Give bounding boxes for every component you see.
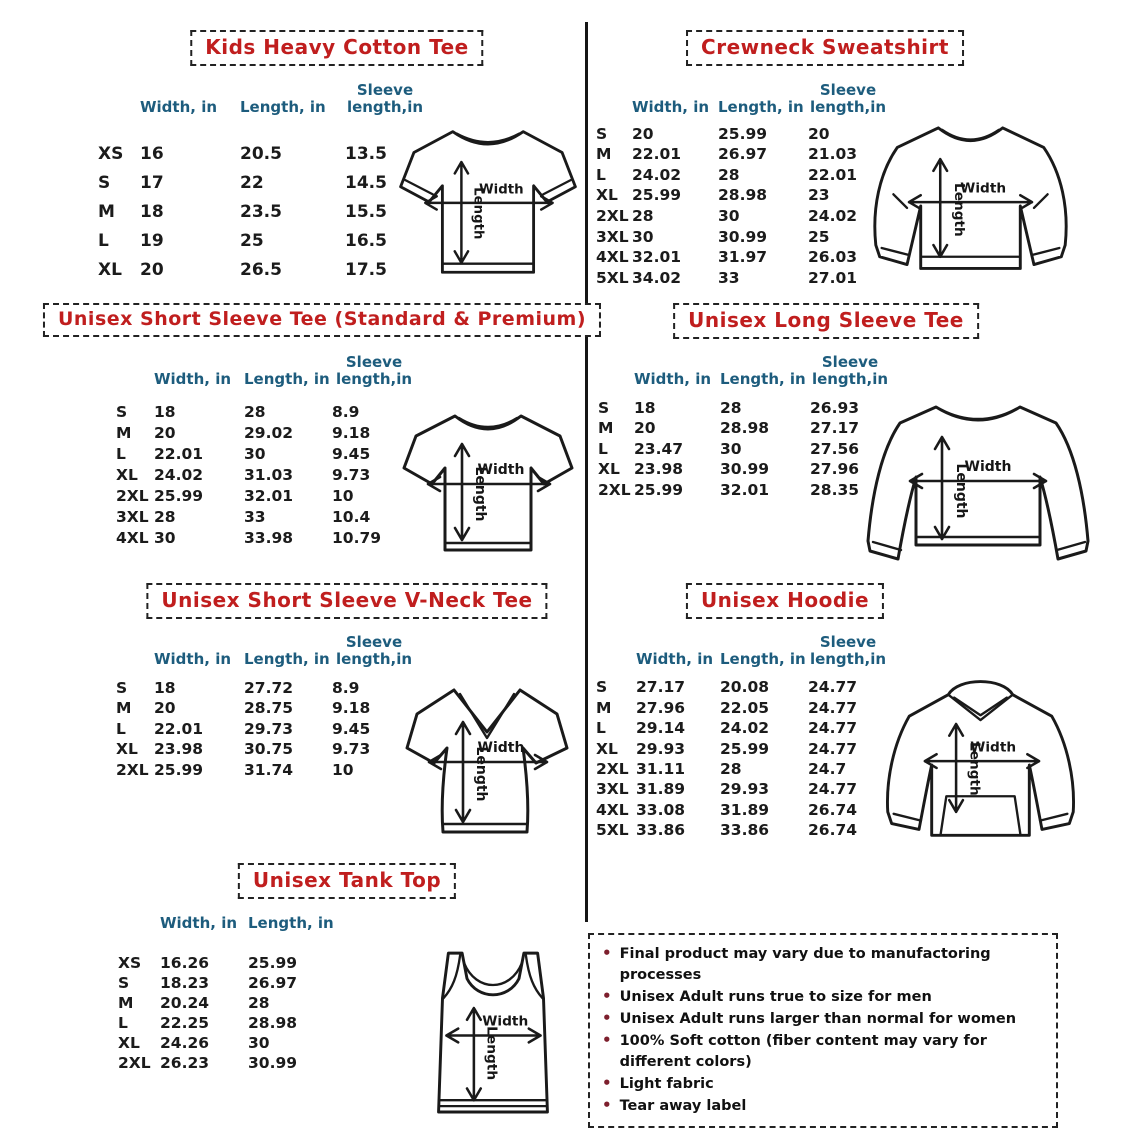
size-table-crewneck-sweatshirt bbox=[596, 80, 888, 289]
size-label: L bbox=[596, 719, 606, 738]
note-text: 100% Soft cotton (fiber content may vary for different colors) bbox=[619, 1033, 987, 1070]
size-row bbox=[596, 800, 888, 820]
size-label: S bbox=[116, 678, 128, 697]
table-header-row bbox=[596, 632, 888, 668]
column-header: Length, in bbox=[248, 914, 334, 933]
vneck-tee-illustration bbox=[401, 672, 573, 850]
size-value: 20 bbox=[634, 419, 656, 437]
size-row bbox=[596, 124, 888, 145]
size-value: 30 bbox=[244, 444, 266, 463]
note-text: Unisex Adult runs true to size for men bbox=[619, 989, 932, 1005]
size-label: 4XL bbox=[116, 528, 149, 547]
size-value: 18 bbox=[634, 398, 656, 417]
size-value: 18 bbox=[140, 202, 164, 222]
size-row bbox=[598, 480, 890, 501]
table-header-row bbox=[596, 80, 888, 116]
column-header: Length, in bbox=[240, 98, 326, 117]
width-label: Width bbox=[482, 1013, 529, 1030]
size-row bbox=[118, 1054, 348, 1074]
size-row bbox=[118, 974, 348, 994]
column-header: Width, in bbox=[154, 650, 232, 669]
size-value: 25.99 bbox=[154, 760, 204, 779]
size-row bbox=[98, 169, 425, 198]
length-label: Length bbox=[473, 746, 489, 802]
size-row bbox=[596, 145, 888, 166]
size-row bbox=[118, 1014, 348, 1034]
size-value: 29.02 bbox=[244, 423, 294, 442]
size-row bbox=[116, 423, 416, 444]
size-value: 25.99 bbox=[154, 486, 204, 505]
note-item bbox=[602, 1030, 1044, 1073]
size-value: 16 bbox=[140, 144, 164, 164]
size-value: 26.93 bbox=[810, 398, 860, 417]
size-table-unisex-hoodie bbox=[596, 632, 888, 841]
size-value: 32.01 bbox=[720, 480, 770, 499]
size-label: XL bbox=[98, 260, 122, 280]
size-label: S bbox=[596, 124, 608, 143]
size-row bbox=[98, 198, 425, 227]
column-header: Length, in bbox=[244, 650, 330, 669]
size-row bbox=[596, 698, 888, 718]
tank-top-illustration bbox=[417, 945, 569, 1127]
neckline bbox=[464, 963, 522, 985]
size-row bbox=[116, 740, 416, 761]
size-label: L bbox=[98, 231, 109, 251]
size-label: 3XL bbox=[596, 780, 629, 799]
size-value: 18 bbox=[154, 402, 176, 421]
size-value: 33 bbox=[718, 268, 740, 287]
size-label: XS bbox=[98, 144, 124, 164]
size-value: 23.5 bbox=[240, 202, 282, 222]
size-value: 30 bbox=[632, 227, 654, 246]
size-row bbox=[116, 528, 416, 549]
column-header: Length, in bbox=[720, 370, 806, 389]
size-value: 25.99 bbox=[634, 480, 684, 499]
size-value: 20.5 bbox=[240, 144, 282, 164]
section-title-crewneck-sweatshirt: Crewneck Sweatshirt bbox=[686, 30, 964, 66]
size-value: 33 bbox=[244, 507, 266, 526]
size-value: 23.98 bbox=[634, 460, 684, 478]
note-text: Unisex Adult runs larger than normal for women bbox=[619, 1011, 1017, 1027]
size-value: 20.24 bbox=[160, 994, 210, 1013]
column-header: Width, in bbox=[154, 370, 232, 389]
size-value: 27.56 bbox=[810, 439, 860, 458]
size-value: 30 bbox=[154, 528, 176, 547]
size-table-unisex-vneck-tee bbox=[116, 632, 416, 781]
size-value: 20 bbox=[140, 260, 164, 280]
sweatshirt-illustration bbox=[868, 108, 1073, 303]
size-value: 22 bbox=[240, 173, 264, 193]
size-row bbox=[116, 760, 416, 781]
long-sleeve-tee-illustration bbox=[860, 393, 1098, 575]
size-label: 2XL bbox=[598, 480, 631, 499]
size-label: M bbox=[118, 994, 134, 1013]
size-value: 20 bbox=[632, 124, 654, 143]
size-row bbox=[596, 165, 888, 186]
size-value: 29.93 bbox=[636, 739, 686, 758]
size-value: 18.23 bbox=[160, 974, 210, 993]
size-value: 28.75 bbox=[244, 699, 294, 717]
size-row bbox=[118, 1034, 348, 1054]
size-row bbox=[116, 486, 416, 507]
size-row bbox=[596, 760, 888, 780]
size-value: 31.03 bbox=[244, 465, 294, 484]
size-value: 25 bbox=[808, 227, 830, 246]
size-value: 9.18 bbox=[332, 699, 371, 717]
size-row bbox=[596, 227, 888, 248]
section-title-unisex-vneck-tee: Unisex Short Sleeve V-Neck Tee bbox=[146, 583, 547, 619]
size-label: XL bbox=[116, 740, 138, 758]
size-label: 4XL bbox=[596, 248, 629, 267]
table-header-row bbox=[598, 352, 890, 388]
size-value: 22.01 bbox=[808, 165, 858, 184]
size-value: 10.79 bbox=[332, 528, 382, 547]
width-label: Width bbox=[964, 459, 1012, 475]
size-row bbox=[116, 402, 416, 423]
size-value: 24.77 bbox=[808, 698, 858, 717]
size-value: 28 bbox=[720, 398, 742, 417]
size-value: 20 bbox=[154, 699, 176, 717]
size-value: 9.73 bbox=[332, 465, 371, 484]
size-value: 23.98 bbox=[154, 740, 204, 758]
width-label: Width bbox=[479, 182, 524, 198]
size-label: M bbox=[98, 202, 115, 222]
size-value: 33.86 bbox=[720, 821, 770, 840]
size-value: 27.17 bbox=[636, 678, 686, 697]
bullet-icon: • bbox=[602, 1009, 612, 1027]
column-header: Width, in bbox=[634, 370, 712, 389]
bullet-icon: • bbox=[602, 1074, 612, 1092]
note-text: Tear away label bbox=[619, 1098, 747, 1114]
size-value: 24.7 bbox=[808, 760, 847, 778]
size-value: 23.47 bbox=[634, 439, 684, 458]
size-value: 28.98 bbox=[720, 419, 770, 437]
size-row bbox=[98, 256, 425, 285]
size-value: 24.26 bbox=[160, 1034, 210, 1053]
note-item bbox=[602, 986, 1044, 1008]
size-value: 28.98 bbox=[718, 186, 768, 205]
size-row bbox=[596, 268, 888, 289]
length-label: Length bbox=[472, 466, 488, 522]
size-label: 2XL bbox=[596, 760, 629, 778]
size-label: M bbox=[116, 699, 132, 717]
size-label: 3XL bbox=[116, 507, 149, 526]
column-header: Width, in bbox=[140, 98, 218, 117]
size-value: 32.01 bbox=[244, 486, 294, 505]
size-value: 8.9 bbox=[332, 678, 360, 697]
size-value: 16.5 bbox=[345, 231, 387, 251]
size-label: S bbox=[116, 402, 128, 421]
column-header: Sleeve length,in bbox=[335, 633, 413, 669]
width-label: Width bbox=[477, 740, 525, 756]
size-value: 31.74 bbox=[244, 760, 294, 779]
size-value: 22.25 bbox=[160, 1014, 210, 1033]
size-value: 23 bbox=[808, 186, 830, 205]
size-value: 26.5 bbox=[240, 260, 282, 280]
size-row bbox=[596, 206, 888, 227]
size-label: L bbox=[598, 439, 608, 458]
size-value: 22.05 bbox=[720, 698, 770, 717]
size-value: 26.74 bbox=[808, 800, 858, 819]
size-value: 22.01 bbox=[632, 145, 682, 164]
size-value: 28 bbox=[632, 206, 654, 225]
size-label: 5XL bbox=[596, 821, 629, 840]
note-item bbox=[602, 1008, 1044, 1030]
section-title-unisex-short-sleeve-tee: Unisex Short Sleeve Tee (Standard & Premium) bbox=[43, 303, 601, 337]
column-header: Sleeve length,in bbox=[346, 81, 424, 117]
size-label: XL bbox=[116, 465, 138, 484]
size-value: 30 bbox=[720, 439, 742, 458]
hoodie-illustration bbox=[878, 665, 1083, 865]
size-row bbox=[596, 780, 888, 800]
size-table-kids-heavy-cotton-tee bbox=[98, 80, 425, 285]
size-value: 29.73 bbox=[244, 719, 294, 738]
size-value: 29.14 bbox=[636, 719, 686, 738]
size-row bbox=[118, 994, 348, 1014]
size-label: 5XL bbox=[596, 268, 629, 287]
size-value: 10 bbox=[332, 760, 354, 779]
product-notes-box bbox=[588, 933, 1058, 1128]
size-value: 26.97 bbox=[718, 145, 768, 164]
size-value: 10 bbox=[332, 486, 354, 505]
column-header: Sleeve length,in bbox=[809, 81, 887, 117]
size-value: 31.11 bbox=[636, 760, 686, 778]
size-label: L bbox=[116, 444, 126, 463]
size-value: 28.98 bbox=[248, 1014, 298, 1033]
size-value: 20.08 bbox=[720, 678, 770, 697]
size-label: 2XL bbox=[118, 1054, 151, 1073]
size-value: 27.72 bbox=[244, 678, 294, 697]
size-row bbox=[598, 419, 890, 440]
size-value: 26.23 bbox=[160, 1054, 210, 1073]
size-row bbox=[596, 821, 888, 841]
size-value: 28 bbox=[244, 402, 266, 421]
size-value: 33.08 bbox=[636, 800, 686, 819]
size-row bbox=[116, 507, 416, 528]
size-label: S bbox=[596, 678, 608, 697]
size-value: 31.89 bbox=[636, 780, 686, 799]
bullet-icon: • bbox=[602, 987, 612, 1005]
size-value: 27.01 bbox=[808, 268, 858, 287]
size-value: 27.96 bbox=[810, 460, 860, 478]
size-label: L bbox=[118, 1014, 128, 1033]
bullet-icon: • bbox=[602, 944, 612, 962]
table-header-row bbox=[118, 908, 348, 932]
size-value: 27.17 bbox=[810, 419, 860, 437]
size-value: 21.03 bbox=[808, 145, 858, 164]
size-row bbox=[116, 678, 416, 699]
size-value: 24.02 bbox=[720, 719, 770, 738]
column-header: Sleeve length,in bbox=[335, 353, 413, 389]
size-value: 22.01 bbox=[154, 444, 204, 463]
size-value: 30 bbox=[248, 1034, 270, 1053]
size-value: 8.9 bbox=[332, 402, 360, 421]
column-header: Length, in bbox=[244, 370, 330, 389]
section-title-kids-heavy-cotton-tee: Kids Heavy Cotton Tee bbox=[190, 30, 483, 66]
length-label: Length bbox=[966, 742, 983, 796]
size-value: 24.02 bbox=[154, 465, 204, 484]
size-label: M bbox=[596, 698, 612, 717]
size-label: XL bbox=[118, 1034, 140, 1053]
note-item bbox=[602, 943, 1044, 986]
table-header-row bbox=[116, 632, 416, 668]
size-value: 26.03 bbox=[808, 248, 858, 267]
sweatshirt-outline bbox=[875, 128, 1066, 269]
size-value: 31.89 bbox=[720, 800, 770, 819]
size-row bbox=[598, 460, 890, 481]
size-value: 25.99 bbox=[632, 186, 682, 205]
size-value: 24.02 bbox=[808, 206, 858, 225]
section-title-unisex-tank-top: Unisex Tank Top bbox=[238, 863, 456, 899]
size-value: 30.75 bbox=[244, 740, 294, 758]
size-value: 9.45 bbox=[332, 444, 371, 463]
size-label: 2XL bbox=[116, 486, 149, 505]
size-row bbox=[116, 699, 416, 720]
size-value: 30.99 bbox=[720, 460, 770, 478]
size-row bbox=[598, 439, 890, 460]
section-title-unisex-hoodie: Unisex Hoodie bbox=[686, 583, 884, 619]
note-text: Final product may vary due to manufactoring processes bbox=[619, 946, 991, 983]
column-header: Width, in bbox=[160, 914, 238, 933]
length-label: Length bbox=[470, 187, 486, 240]
bullet-icon: • bbox=[602, 1031, 612, 1049]
size-value: 31.97 bbox=[718, 248, 768, 267]
size-value: 18 bbox=[154, 678, 176, 697]
size-row bbox=[596, 186, 888, 207]
size-label: S bbox=[598, 398, 610, 417]
size-value: 16.26 bbox=[160, 954, 210, 973]
table-header-row bbox=[98, 80, 425, 116]
size-value: 24.02 bbox=[632, 165, 682, 184]
column-header: Sleeve length,in bbox=[809, 633, 887, 669]
size-value: 9.73 bbox=[332, 740, 371, 758]
tee-illustration bbox=[393, 110, 583, 292]
size-value: 33.86 bbox=[636, 821, 686, 840]
size-value: 19 bbox=[140, 231, 164, 251]
size-row bbox=[598, 398, 890, 419]
size-value: 17.5 bbox=[345, 260, 387, 280]
size-value: 26.74 bbox=[808, 821, 858, 840]
size-value: 25.99 bbox=[720, 739, 770, 758]
size-label: XL bbox=[596, 739, 618, 758]
size-row bbox=[596, 678, 888, 698]
width-label: Width bbox=[960, 180, 1007, 197]
size-label: L bbox=[596, 165, 606, 184]
size-label: M bbox=[596, 145, 612, 164]
size-value: 24.77 bbox=[808, 739, 858, 758]
size-value: 28.35 bbox=[810, 480, 860, 499]
size-value: 17 bbox=[140, 173, 164, 193]
size-value: 24.77 bbox=[808, 719, 858, 738]
note-text: Light fabric bbox=[619, 1076, 714, 1092]
column-header: Width, in bbox=[632, 98, 710, 117]
size-value: 15.5 bbox=[345, 202, 387, 222]
size-label: XL bbox=[598, 460, 620, 478]
size-label: M bbox=[598, 419, 614, 437]
size-row bbox=[98, 227, 425, 256]
size-row bbox=[596, 248, 888, 269]
column-header: Length, in bbox=[720, 650, 806, 669]
size-label: L bbox=[116, 719, 126, 738]
size-table-unisex-long-sleeve-tee bbox=[598, 352, 890, 501]
size-value: 28 bbox=[720, 760, 742, 778]
size-value: 26.97 bbox=[248, 974, 298, 993]
size-row bbox=[596, 719, 888, 739]
column-divider bbox=[585, 22, 588, 922]
size-row bbox=[116, 719, 416, 740]
size-value: 34.02 bbox=[632, 268, 682, 287]
size-value: 24.77 bbox=[808, 780, 858, 799]
size-value: 29.93 bbox=[720, 780, 770, 799]
size-value: 13.5 bbox=[345, 144, 387, 164]
size-value: 25.99 bbox=[248, 954, 298, 973]
section-title-unisex-long-sleeve-tee: Unisex Long Sleeve Tee bbox=[673, 303, 979, 339]
size-table-unisex-tank-top bbox=[118, 908, 348, 1074]
size-label: S bbox=[98, 173, 111, 193]
size-label: 4XL bbox=[596, 800, 629, 819]
size-value: 30 bbox=[718, 206, 740, 225]
size-value: 33.98 bbox=[244, 528, 294, 547]
size-value: 32.01 bbox=[632, 248, 682, 267]
size-value: 27.96 bbox=[636, 698, 686, 717]
length-label: Length bbox=[950, 183, 967, 237]
size-label: XS bbox=[118, 954, 142, 973]
width-label: Width bbox=[477, 462, 525, 478]
width-label: Width bbox=[970, 739, 1017, 756]
size-value: 10.4 bbox=[332, 507, 371, 526]
note-item bbox=[602, 1073, 1044, 1095]
table-header-row bbox=[116, 352, 416, 388]
column-header: Length, in bbox=[718, 98, 804, 117]
size-row bbox=[118, 954, 348, 974]
size-value: 24.77 bbox=[808, 678, 858, 697]
length-label: Length bbox=[953, 463, 969, 519]
size-value: 25 bbox=[240, 231, 264, 251]
size-label: S bbox=[118, 974, 130, 993]
size-label: 3XL bbox=[596, 227, 629, 246]
size-label: 2XL bbox=[116, 760, 149, 779]
size-value: 14.5 bbox=[345, 173, 387, 193]
size-row bbox=[116, 444, 416, 465]
size-value: 9.18 bbox=[332, 423, 371, 442]
column-header: Sleeve length,in bbox=[811, 353, 889, 389]
size-value: 25.99 bbox=[718, 124, 768, 143]
bullet-icon: • bbox=[602, 1096, 612, 1114]
size-label: XL bbox=[596, 186, 618, 205]
size-value: 9.45 bbox=[332, 719, 371, 738]
size-value: 28 bbox=[718, 165, 740, 184]
length-label: Length bbox=[483, 1026, 500, 1081]
size-label: 2XL bbox=[596, 206, 629, 225]
size-row bbox=[98, 140, 425, 169]
size-row bbox=[116, 465, 416, 486]
size-value: 28 bbox=[154, 507, 176, 526]
size-value: 30.99 bbox=[248, 1054, 298, 1073]
size-value: 22.01 bbox=[154, 719, 204, 738]
size-row bbox=[596, 739, 888, 759]
size-value: 20 bbox=[808, 124, 830, 143]
size-label: M bbox=[116, 423, 132, 442]
size-value: 28 bbox=[248, 994, 270, 1013]
note-item bbox=[602, 1095, 1044, 1117]
column-header: Width, in bbox=[636, 650, 714, 669]
size-value: 30.99 bbox=[718, 227, 768, 246]
short-sleeve-tee-illustration bbox=[398, 398, 578, 570]
size-value: 20 bbox=[154, 423, 176, 442]
size-table-unisex-short-sleeve-tee bbox=[116, 352, 416, 549]
